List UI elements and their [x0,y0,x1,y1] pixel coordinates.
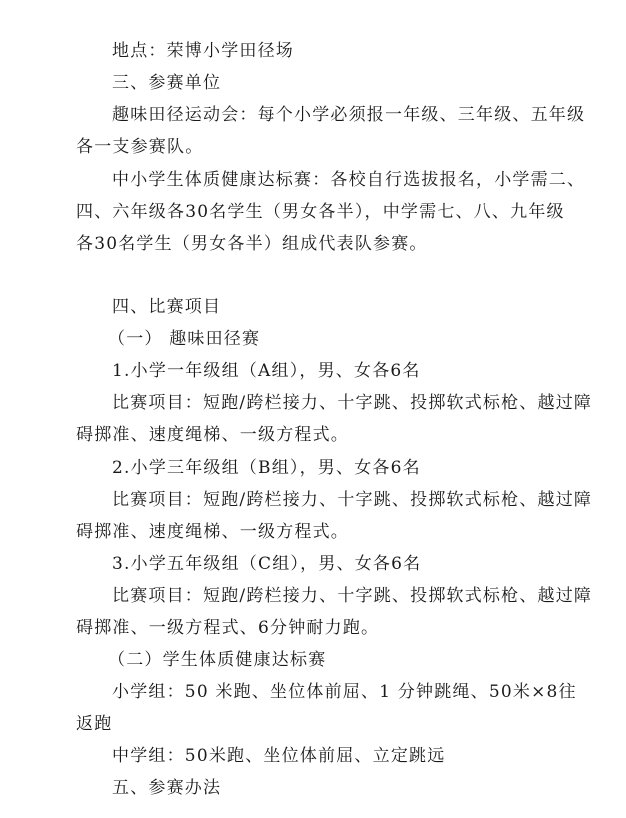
section-3-heading: 三、参赛单位 [112,73,222,93]
fun-track-paragraph-line-1: 趣味田径运动会：每个小学必须报一年级、三年级、五年级 [112,105,586,125]
venue-line: 地点：荣博小学田径场 [112,41,294,61]
group-c-events-line-2: 碍掷准、一级方程式、6分钟耐力跑。 [76,618,380,638]
fitness-paragraph-line-1: 中小学生体质健康达标赛：各校自行选拔报名，小学需二、 [112,170,586,190]
subsection-2-heading: （二）学生体质健康达标赛 [108,650,327,670]
section-5-heading: 五、参赛办法 [112,778,222,798]
group-a-line: 1.小学一年级组（A组），男、女各6名 [112,361,421,381]
middle-group-line: 中学组：50米跑、坐位体前屈、立定跳远 [112,746,446,766]
group-a-events-line-2: 碍掷准、速度绳梯、一级方程式。 [76,425,349,445]
group-c-events-line-1: 比赛项目：短跑/跨栏接力、十字跳、投掷软式标枪、越过障 [112,586,593,606]
group-b-events-line-2: 碍掷准、速度绳梯、一级方程式。 [76,522,349,542]
primary-group-line-2: 返跑 [76,714,113,734]
fitness-paragraph-line-2: 四、六年级各30名学生（男女各半），中学需七、八、九年级 [76,202,565,222]
group-b-line: 2.小学三年级组（B组），男、女各6名 [112,458,421,478]
group-c-line: 3.小学五年级组（C组），男、女各6名 [112,554,422,574]
section-4-heading: 四、比赛项目 [112,297,222,317]
primary-group-line-1: 小学组：50 米跑、坐位体前屈、1 分钟跳绳、50米×8往 [112,682,577,702]
fitness-paragraph-line-3: 各30名学生（男女各半）组成代表队参赛。 [76,234,428,254]
group-b-events-line-1: 比赛项目：短跑/跨栏接力、十字跳、投掷软式标枪、越过障 [112,490,593,510]
fun-track-paragraph-line-2: 各一支参赛队。 [76,137,204,157]
subsection-1-heading: （一） 趣味田径赛 [108,329,261,349]
group-a-events-line-1: 比赛项目：短跑/跨栏接力、十字跳、投掷软式标枪、越过障 [112,393,593,413]
